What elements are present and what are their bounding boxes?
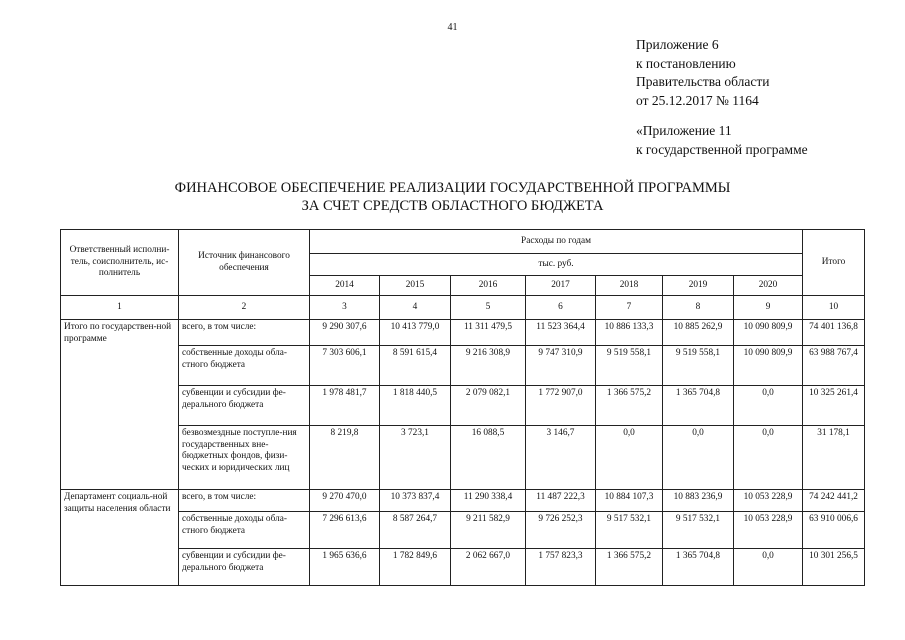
header-expenses: Расходы по годам [310,230,803,254]
column-number: 6 [526,296,596,320]
total-cell: 74 242 441,2 [803,490,865,512]
value-cell: 16 088,5 [451,426,526,490]
value-cell: 0,0 [734,426,803,490]
source-cell: всего, в том числе: [179,320,310,346]
value-cell: 0,0 [596,426,663,490]
value-cell: 3 723,1 [380,426,451,490]
value-cell: 1 782 849,6 [380,549,451,586]
total-cell: 63 988 767,4 [803,346,865,386]
header-year: 2015 [380,276,451,296]
value-cell: 8 587 264,7 [380,512,451,549]
value-cell: 1 978 481,7 [310,386,380,426]
source-cell: собственные доходы обла-стного бюджета [179,512,310,549]
table-row [61,320,865,346]
value-cell: 2 079 082,1 [451,386,526,426]
executor-cell: Департамент социаль-ной защиты населения области [61,490,179,586]
column-number: 3 [310,296,380,320]
value-cell: 7 303 606,1 [310,346,380,386]
value-cell: 11 311 479,5 [451,320,526,346]
value-cell: 1 757 823,3 [526,549,596,586]
table-row [61,549,865,586]
value-cell: 7 296 613,6 [310,512,380,549]
total-cell: 63 910 006,6 [803,512,865,549]
total-cell: 31 178,1 [803,426,865,490]
value-cell: 1 965 636,6 [310,549,380,586]
value-cell: 10 053 228,9 [734,490,803,512]
value-cell: 11 523 364,4 [526,320,596,346]
header-year: 2014 [310,276,380,296]
header-responsible: Ответственный исполни-тель, соисполнитель, ис-полнитель [61,230,179,296]
column-number-row [61,296,865,320]
value-cell: 9 747 310,9 [526,346,596,386]
column-number: 9 [734,296,803,320]
source-cell: собственные доходы обла-стного бюджета [179,346,310,386]
title-line-1: ФИНАНСОВОЕ ОБЕСПЕЧЕНИЕ РЕАЛИЗАЦИИ ГОСУДАРСТВЕННОЙ ПРОГРАММЫ [174,180,731,196]
table-row [61,490,865,512]
value-cell: 9 519 558,1 [663,346,734,386]
appendix-line: к государственной программе [636,141,808,157]
value-cell: 10 373 837,4 [380,490,451,512]
header-unit: тыс. руб. [310,254,803,276]
value-cell: 10 090 809,9 [734,346,803,386]
total-cell: 74 401 136,8 [803,320,865,346]
executor-cell: Итого по государствен-ной программе [61,320,179,490]
header-year: 2019 [663,276,734,296]
value-cell: 8 591 615,4 [380,346,451,386]
header-source: Источник финансового обеспечения [179,230,310,296]
value-cell: 9 726 252,3 [526,512,596,549]
page-number: 41 [447,22,458,33]
appendix-line: к постановлению [636,55,736,71]
table-row [61,386,865,426]
value-cell: 1 366 575,2 [596,549,663,586]
source-cell: безвозмездные поступле-ния государственных вне-бюджетных фондов, физи-ческих и юридических лиц [179,426,310,490]
value-cell: 1 818 440,5 [380,386,451,426]
header-year: 2018 [596,276,663,296]
source-cell: субвенции и субсидии фе-дерального бюджета [179,549,310,586]
document-title [0,179,905,215]
value-cell: 10 053 228,9 [734,512,803,549]
header-total: Итого [803,230,865,296]
value-cell: 11 487 222,3 [526,490,596,512]
value-cell: 0,0 [663,426,734,490]
value-cell: 1 365 704,8 [663,549,734,586]
column-number: 10 [803,296,865,320]
column-number: 8 [663,296,734,320]
value-cell: 11 290 338,4 [451,490,526,512]
financing-table [60,229,865,586]
appendix-line: Правительства области [636,74,770,89]
value-cell: 9 216 308,9 [451,346,526,386]
column-number: 1 [61,296,179,320]
value-cell: 10 883 236,9 [663,490,734,512]
appendix-line: «Приложение 11 [636,123,732,138]
table-row [61,426,865,490]
header-year: 2016 [451,276,526,296]
appendix-line: Приложение 6 [636,37,719,52]
value-cell: 10 413 779,0 [380,320,451,346]
value-cell: 10 885 262,9 [663,320,734,346]
value-cell: 0,0 [734,386,803,426]
value-cell: 9 517 532,1 [596,512,663,549]
value-cell: 9 519 558,1 [596,346,663,386]
column-number: 4 [380,296,451,320]
value-cell: 0,0 [734,549,803,586]
table-row [61,346,865,386]
source-cell: всего, в том числе: [179,490,310,512]
value-cell: 1 772 907,0 [526,386,596,426]
column-number: 7 [596,296,663,320]
total-cell: 10 301 256,5 [803,549,865,586]
value-cell: 1 366 575,2 [596,386,663,426]
total-cell: 10 325 261,4 [803,386,865,426]
header-year: 2017 [526,276,596,296]
value-cell: 10 886 133,3 [596,320,663,346]
title-line-2: ЗА СЧЕТ СРЕДСТВ ОБЛАСТНОГО БЮДЖЕТА [301,198,604,214]
value-cell: 10 884 107,3 [596,490,663,512]
value-cell: 3 146,7 [526,426,596,490]
column-number: 2 [179,296,310,320]
source-cell: субвенции и субсидии фе-дерального бюджета [179,386,310,426]
value-cell: 9 211 582,9 [451,512,526,549]
value-cell: 10 090 809,9 [734,320,803,346]
table-row [61,512,865,549]
header-year: 2020 [734,276,803,296]
value-cell: 9 270 470,0 [310,490,380,512]
value-cell: 9 290 307,6 [310,320,380,346]
value-cell: 2 062 667,0 [451,549,526,586]
value-cell: 8 219,8 [310,426,380,490]
value-cell: 1 365 704,8 [663,386,734,426]
value-cell: 9 517 532,1 [663,512,734,549]
column-number: 5 [451,296,526,320]
appendix-line: от 25.12.2017 № 1164 [636,92,759,108]
appendix-block [636,36,808,159]
